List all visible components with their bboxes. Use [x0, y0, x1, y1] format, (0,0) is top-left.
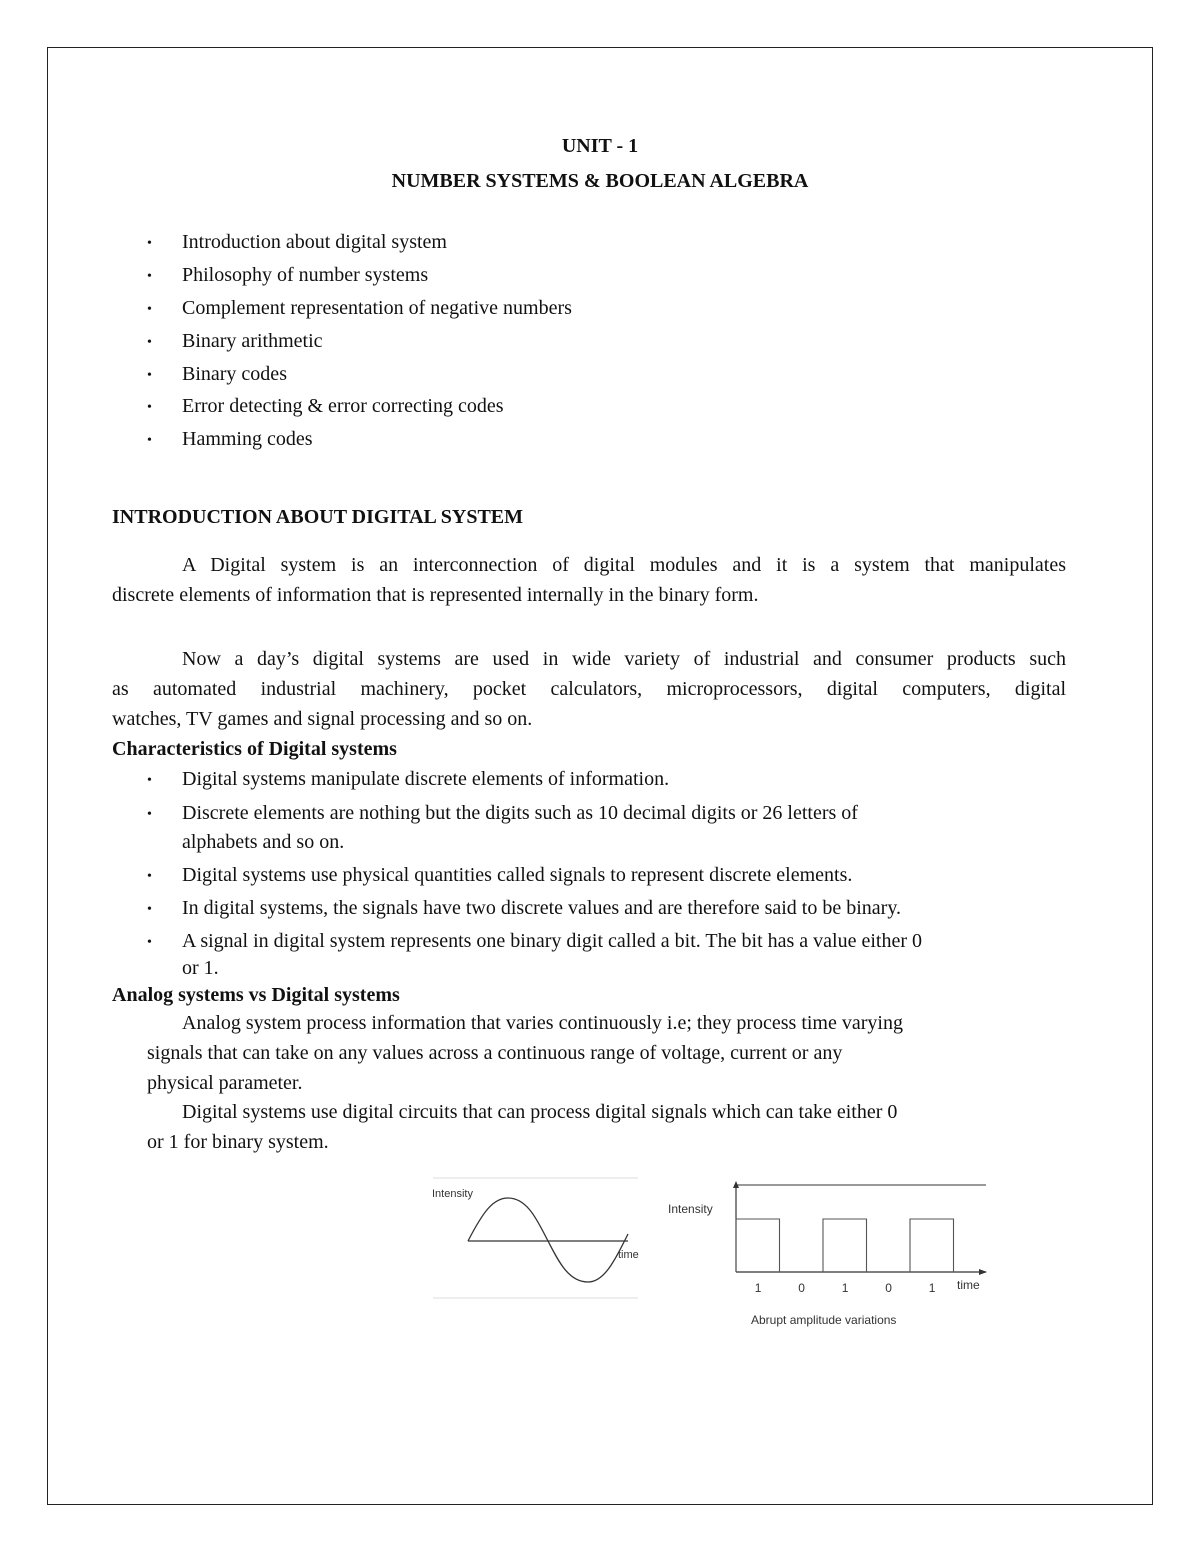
- intro-paragraph-1-cont: discrete elements of information that is represented internally in the binary form.: [112, 584, 759, 606]
- intro-paragraph-1: A Digital system is an interconnection of digital modules and it is a system that manipulates: [182, 554, 1066, 576]
- topic-item: Introduction about digital system: [182, 231, 447, 253]
- bit-label: 1: [754, 1281, 762, 1295]
- bullet-icon: •: [147, 869, 152, 884]
- topic-item: Philosophy of number systems: [182, 264, 429, 286]
- bullet-icon: •: [147, 935, 152, 950]
- analog-signal-figure: [428, 1172, 643, 1304]
- time-axis-arrow: [979, 1269, 987, 1275]
- bullet-icon: •: [147, 400, 152, 415]
- intro-paragraph-2-cont: as automated industrial machinery, pocket calculators, microprocessors, digital computers, digital: [112, 678, 1066, 700]
- bullet-icon: •: [147, 368, 152, 383]
- section-heading-analog-vs-digital: Analog systems vs Digital systems: [112, 984, 400, 1006]
- analog-paragraph-end: physical parameter.: [147, 1072, 303, 1094]
- pulse-high: [910, 1219, 954, 1272]
- digital-paragraph: Digital systems use digital circuits that can process digital signals which can take either 0: [182, 1101, 898, 1123]
- pulse-high: [736, 1219, 780, 1272]
- page-title: NUMBER SYSTEMS & BOOLEAN ALGEBRA: [391, 170, 809, 192]
- characteristic-item: Discrete elements are nothing but the digits such as 10 decimal digits or 26 letters of: [182, 802, 858, 824]
- characteristic-item-cont: alphabets and so on.: [182, 831, 345, 853]
- characteristic-item-cont: or 1.: [182, 957, 219, 979]
- digital-y-label: Intensity: [668, 1202, 713, 1216]
- bit-label: 0: [885, 1281, 892, 1295]
- pulse-train: [736, 1219, 954, 1272]
- bullet-icon: •: [147, 335, 152, 350]
- section-heading-characteristics: Characteristics of Digital systems: [112, 738, 397, 760]
- intro-paragraph-2: Now a day’s digital systems are used in wide variety of industrial and consumer products such: [182, 648, 1066, 670]
- bullet-icon: •: [147, 269, 152, 284]
- digital-paragraph-cont: or 1 for binary system.: [147, 1131, 329, 1153]
- sine-wave: [468, 1198, 628, 1282]
- topic-item: Complement representation of negative numbers: [182, 297, 572, 319]
- analog-paragraph: Analog system process information that varies continuously i.e; they process time varying: [182, 1012, 903, 1034]
- analog-paragraph-cont: signals that can take on any values across a continuous range of voltage, current or any: [147, 1042, 843, 1064]
- bit-label: 1: [841, 1281, 849, 1295]
- topic-item: Error detecting & error correcting codes: [182, 395, 504, 417]
- bullet-icon: •: [147, 433, 152, 448]
- bullet-icon: •: [147, 773, 152, 788]
- topic-item: Binary arithmetic: [182, 330, 323, 352]
- section-heading-intro: INTRODUCTION ABOUT DIGITAL SYSTEM: [112, 506, 524, 528]
- topic-item: Binary codes: [182, 363, 287, 385]
- digital-x-label: time: [957, 1278, 980, 1292]
- digital-caption: Abrupt amplitude variations: [751, 1313, 897, 1327]
- characteristic-item: A signal in digital system represents one binary digit called a bit. The bit has a value either 0: [182, 930, 922, 952]
- characteristic-item: Digital systems use physical quantities called signals to represent discrete elements.: [182, 864, 853, 886]
- digital-signal-figure: [660, 1176, 995, 1336]
- bullet-icon: •: [147, 807, 152, 822]
- bullet-icon: •: [147, 236, 152, 251]
- unit-heading: UNIT - 1: [561, 135, 639, 157]
- bit-label: 0: [798, 1281, 805, 1295]
- analog-y-label: Intensity: [432, 1188, 473, 1200]
- characteristic-item: In digital systems, the signals have two discrete values and are therefore said to be binary.: [182, 897, 902, 919]
- characteristic-item: Digital systems manipulate discrete elements of information.: [182, 768, 670, 790]
- bit-label: 1: [928, 1281, 936, 1295]
- analog-x-label: time: [618, 1249, 639, 1261]
- intro-paragraph-2-end: watches, TV games and signal processing and so on.: [112, 708, 533, 730]
- pulse-high: [823, 1219, 867, 1272]
- bullet-icon: •: [147, 302, 152, 317]
- bullet-icon: •: [147, 902, 152, 917]
- topic-item: Hamming codes: [182, 428, 313, 450]
- bit-labels: [755, 1281, 936, 1295]
